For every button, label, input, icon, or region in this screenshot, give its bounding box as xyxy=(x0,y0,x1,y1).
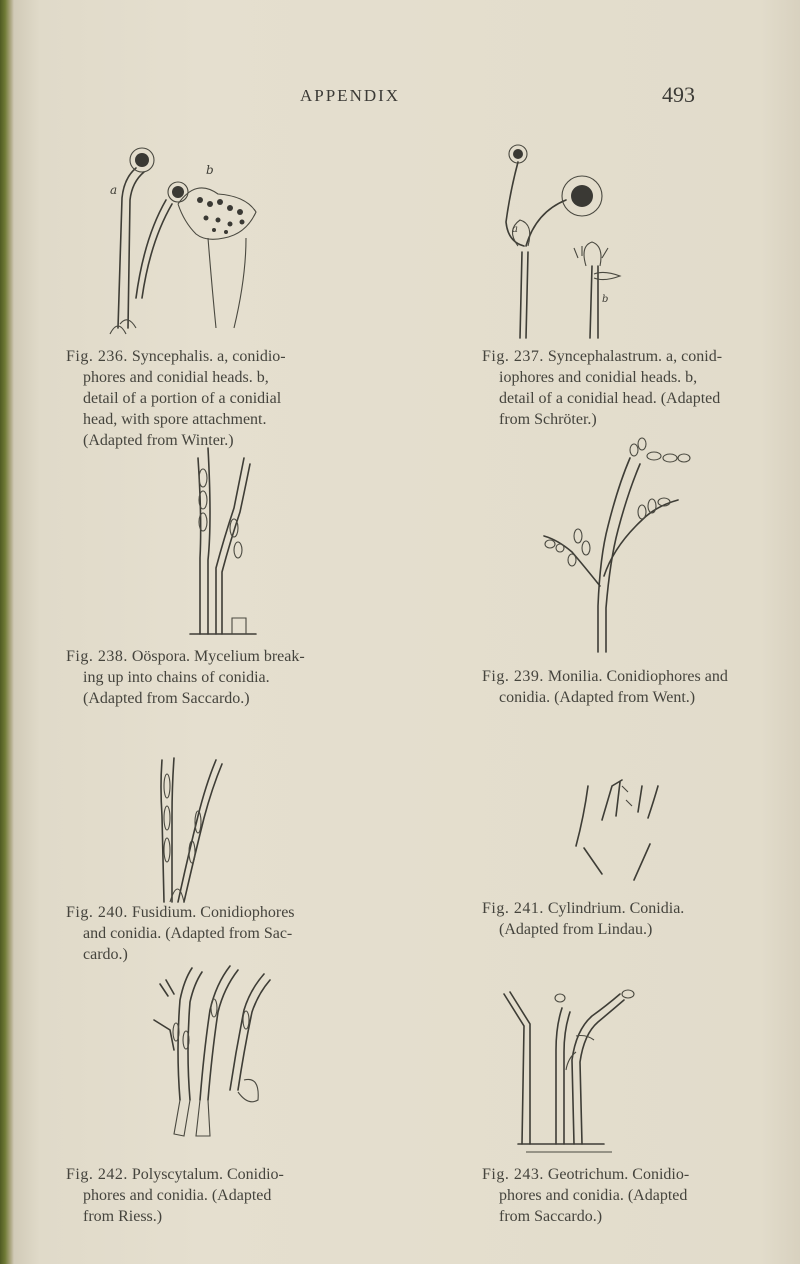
fig239-caption-line-1: Monilia. Conidiophores and xyxy=(547,668,728,685)
figure-237-caption xyxy=(482,346,772,430)
figure-239-illustration xyxy=(538,436,688,654)
figure-239-caption xyxy=(482,666,782,708)
fig237-caption-line-2: iophores and conidial heads. b, xyxy=(499,369,698,386)
fig236-caption-line-4: head, with spore attachment. xyxy=(83,411,267,428)
figure-243-illustration xyxy=(496,990,646,1152)
fig237-caption-line-1: Syncephalastrum. a, conid- xyxy=(547,348,723,365)
oospora-drawing xyxy=(172,438,262,646)
page-number: 493 xyxy=(662,82,695,107)
fig240-label: Fig. 240. xyxy=(66,904,128,921)
fusidium-drawing xyxy=(140,756,260,906)
fig237-label-a: a xyxy=(512,224,518,235)
figure-240-caption xyxy=(66,902,356,965)
fig238-caption-line-2: ing up into chains of conidia. xyxy=(83,669,270,686)
syncephalis-drawing xyxy=(96,138,286,338)
figure-241-caption xyxy=(482,898,782,940)
fig243-label: Fig. 243. xyxy=(482,1166,544,1183)
fig241-caption-line-1: Cylindrium. Conidia. xyxy=(547,900,685,917)
fig238-label: Fig. 238. xyxy=(66,648,128,665)
figure-240-illustration xyxy=(140,756,260,906)
geotrichum-drawing xyxy=(496,990,646,1152)
fig239-caption-line-2: conidia. (Adapted from Went.) xyxy=(499,689,696,706)
fig237-label: Fig. 237. xyxy=(482,348,544,365)
fig236-caption-line-5: (Adapted from Winter.) xyxy=(83,432,234,449)
fig242-caption-line-3: from Riess.) xyxy=(83,1208,163,1225)
fig241-label: Fig. 241. xyxy=(482,900,544,917)
fig239-label: Fig. 239. xyxy=(482,668,544,685)
page-header xyxy=(0,82,800,112)
figure-238-illustration xyxy=(172,438,262,646)
figure-243-caption xyxy=(482,1164,782,1227)
syncephalastrum-drawing xyxy=(496,142,626,342)
fig236-caption-line-3: detail of a portion of a conidial xyxy=(83,390,282,407)
fig236-caption-line-2: phores and conidial heads. b, xyxy=(83,369,269,386)
fig240-caption-line-1: Fusidium. Conidiophores xyxy=(131,904,295,921)
figure-236-illustration xyxy=(96,138,286,338)
cylindrium-drawing xyxy=(566,776,676,886)
fig243-caption-line-3: from Saccardo.) xyxy=(499,1208,603,1225)
figure-241-illustration xyxy=(566,776,676,886)
fig243-caption-line-2: phores and conidia. (Adapted xyxy=(499,1187,688,1204)
fig236-caption-line-1: Syncephalis. a, conidio- xyxy=(131,348,286,365)
fig243-caption-line-1: Geotrichum. Conidio- xyxy=(547,1166,690,1183)
fig240-caption-line-3: cardo.) xyxy=(83,946,128,963)
figure-237-illustration xyxy=(496,142,626,342)
fig236-label-b: b xyxy=(206,163,214,177)
fig236-label-a: a xyxy=(110,183,118,197)
fig238-caption-line-3: (Adapted from Saccardo.) xyxy=(83,690,250,707)
figure-238-caption xyxy=(66,646,356,709)
figure-242-illustration xyxy=(140,960,280,1140)
fig238-caption-line-1: Oöspora. Mycelium break- xyxy=(131,648,305,665)
fig240-caption-line-2: and conidia. (Adapted from Sac- xyxy=(83,925,293,942)
fig237-caption-line-3: detail of a conidial head. (Adapted xyxy=(499,390,721,407)
fig242-label: Fig. 242. xyxy=(66,1166,128,1183)
fig237-label-b: b xyxy=(602,294,609,305)
page-gutter-shadow xyxy=(0,0,14,1264)
fig242-caption-line-1: Polyscytalum. Conidio- xyxy=(131,1166,284,1183)
fig237-caption-line-4: from Schröter.) xyxy=(499,411,597,428)
running-head: APPENDIX xyxy=(300,86,401,105)
fig241-caption-line-2: (Adapted from Lindau.) xyxy=(499,921,653,938)
figure-236-caption xyxy=(66,346,356,451)
monilia-drawing xyxy=(538,436,688,654)
fig236-label: Fig. 236. xyxy=(66,348,128,365)
figure-242-caption xyxy=(66,1164,366,1227)
fig242-caption-line-2: phores and conidia. (Adapted xyxy=(83,1187,272,1204)
polyscytalum-drawing xyxy=(140,960,280,1140)
